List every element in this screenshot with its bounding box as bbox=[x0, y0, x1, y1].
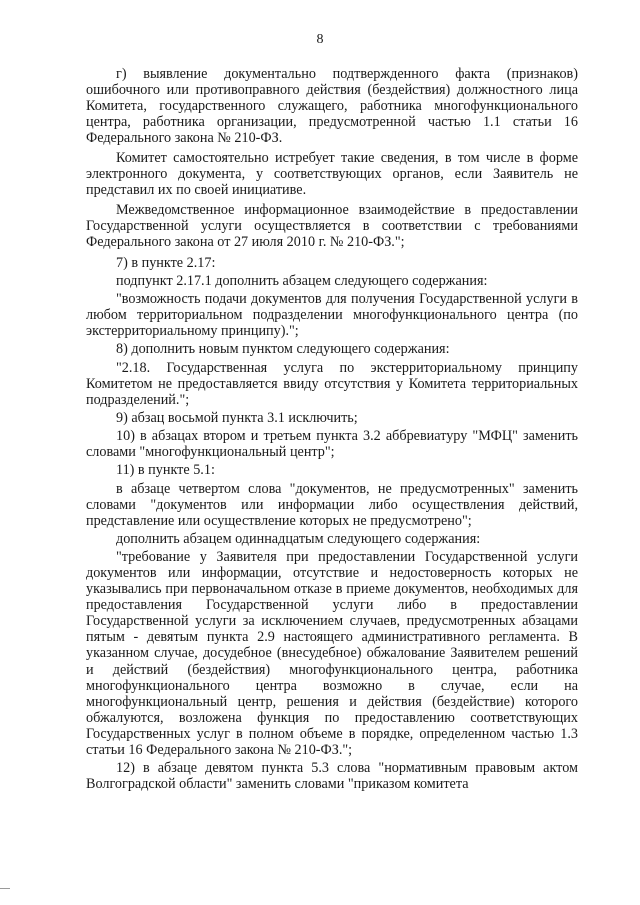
paragraph-point-7: 7) в пункте 2.17: bbox=[116, 254, 216, 271]
paragraph-point-10: 10) в абзацах втором и третьем пункта 3.2 аббревиатуру "МФЦ" заменить словами "многофункциональный центр"; bbox=[86, 428, 578, 461]
document-body bbox=[86, 66, 578, 794]
paragraph-extraterritorial-filing: "возможность подачи документов для получения Государственной услуги в любом территориальном подразделении многофункционального центра (по экстерриториальному принципу)."; bbox=[86, 290, 578, 340]
paragraph-requirement-quote: "требование у Заявителя при предоставлении Государственной услуги документов или информации, отсутствие и недостоверность которых не указывались при первоначальном отказе в приеме документов, необходимых для предоставления Государственной услуги либо в предоставлении Государственной услуги за исключением случаев, предусмотренных абзацами пятым - девятым пункта 2.9 настоящего административного регламента. В указанном случае, досудебное (внесудебное) обжалование Заявителем решений и действий (бездействия) многофункционального центра, работника многофункционального центра возможно в случае, если на многофункциональный центр, решения и действия (бездействие) которого обжалуются, возложена функция по предоставлению соответствующих Государственных услуг в полном объеме в порядке, определенном частью 1.3 статьи 16 Федерального закона № 210-ФЗ."; bbox=[86, 549, 578, 758]
paragraph-2-18: "2.18. Государственная услуга по экстерриториальному принципу Комитетом не предоставляется ввиду отсутствия у Комитета территориальных подразделений."; bbox=[86, 359, 578, 408]
scan-edge-mark bbox=[0, 888, 10, 889]
paragraph-point-8: 8) дополнить новым пунктом следующего содержания: bbox=[116, 341, 450, 358]
paragraph-point-12: 12) в абзаце девятом пункта 5.3 слова "нормативным правовым актом Волгоградской области" заменить словами "приказом комитета bbox=[86, 759, 578, 793]
paragraph-interagency: Межведомственное информационное взаимодействие в предоставлении Государственной услуги осуществляется в соответствии с требованиями Федерального закона от 27 июля 2010 г. № 210-ФЗ."; bbox=[86, 202, 578, 251]
page-number: 8 bbox=[316, 32, 324, 47]
paragraph-fourth-abzac: в абзаце четвертом слова "документов, не предусмотренных" заменить словами "документов или информации либо осуществления действий, представление или осуществление которых не предусмотрено"; bbox=[86, 480, 578, 529]
paragraph-point-11: 11) в пункте 5.1: bbox=[116, 462, 215, 479]
paragraph-add-eleventh: дополнить абзацем одиннадцатым следующего содержания: bbox=[116, 530, 481, 547]
paragraph-committee-requests: Комитет самостоятельно истребует такие сведения, в том числе в форме электронного документа, у соответствующих органов, если Заявитель не представил их по своей инициативе. bbox=[86, 150, 578, 199]
paragraph-point-9: 9) абзац восьмой пункта 3.1 исключить; bbox=[116, 409, 358, 426]
paragraph-subpoint-2-17-1: подпункт 2.17.1 дополнить абзацем следующего содержания: bbox=[116, 272, 488, 289]
paragraph-item-g: г) выявление документально подтвержденного факта (признаков) ошибочного или противоправного действия (бездействия) должностного лица Комитета, государственного служащего, работника многофункционального центра, работника организации, предусмотренной частью 1.1 статьи 16 Федерального закона № 210-ФЗ. bbox=[86, 66, 578, 147]
